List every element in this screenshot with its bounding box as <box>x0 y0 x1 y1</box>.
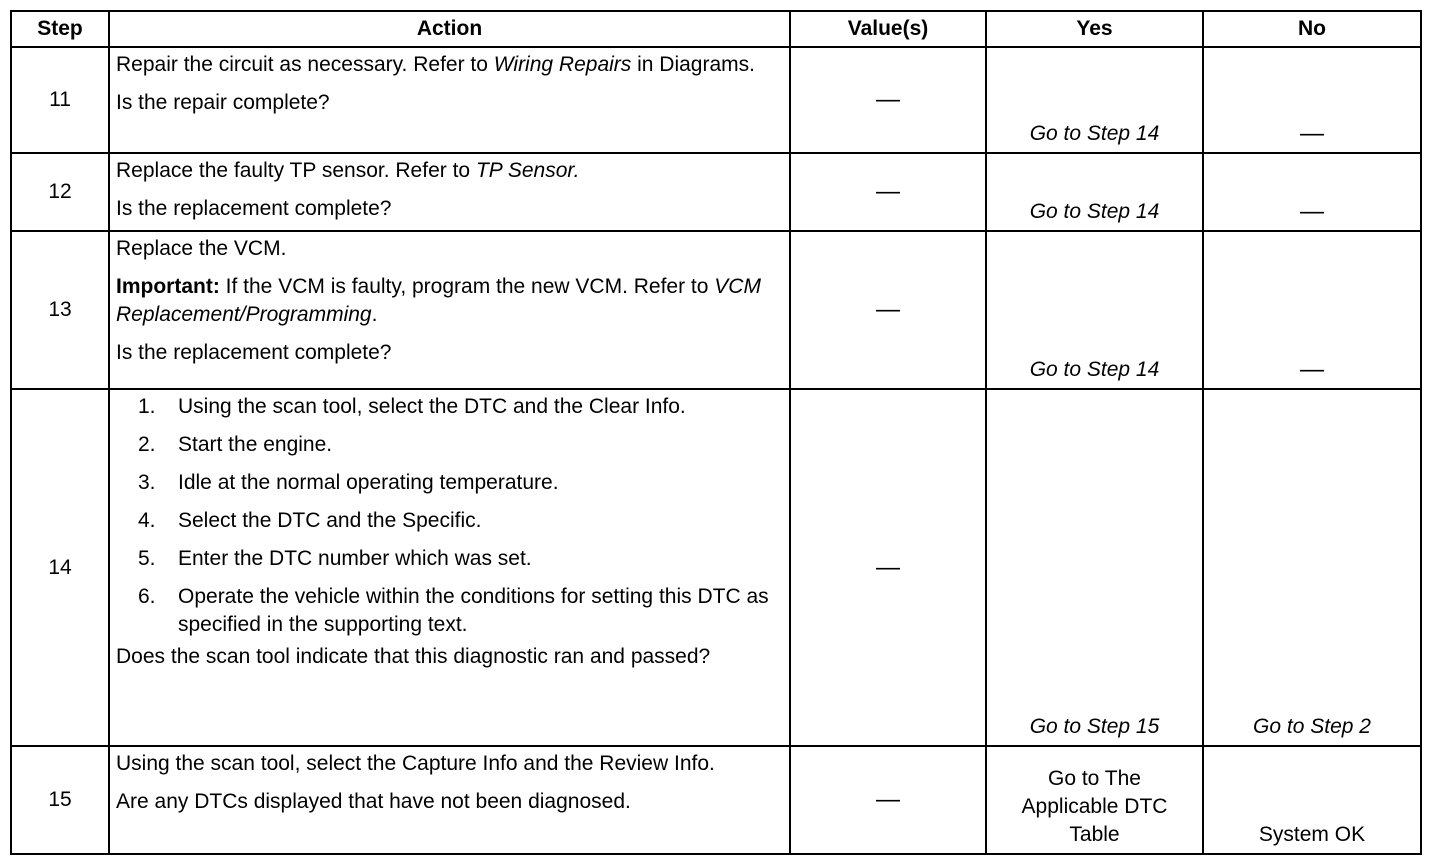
step-number: 13 <box>11 231 109 389</box>
action-question: Are any DTCs displayed that have not been diagnosed. <box>116 790 631 813</box>
action-cell <box>109 231 790 389</box>
yes-cell: Go to Step 14 <box>986 231 1203 389</box>
action-question: Does the scan tool indicate that this diagnostic ran and passed? <box>116 645 711 668</box>
yes-cell: Go to Step 14 <box>986 47 1203 153</box>
action-text: Repair the circuit as necessary. Refer to Wiring Repairs in Diagrams. <box>116 53 755 76</box>
yes-cell: Go to Step 15 <box>986 389 1203 746</box>
header-action: Action <box>109 11 790 47</box>
list-item: 3. Idle at the normal operating temperature. <box>138 471 559 494</box>
table-row <box>11 231 1421 389</box>
list-item: 5. Enter the DTC number which was set. <box>138 547 532 570</box>
value-cell: — <box>790 47 986 153</box>
procedure-list <box>116 393 783 639</box>
no-cell: System OK <box>1203 746 1421 854</box>
action-question: Is the replacement complete? <box>116 197 392 220</box>
action-question: Is the repair complete? <box>116 91 330 114</box>
yes-cell: Go to The Applicable DTC Table <box>986 746 1203 854</box>
action-cell <box>109 746 790 854</box>
table-row <box>11 746 1421 854</box>
step-number: 15 <box>11 746 109 854</box>
value-cell: — <box>790 746 986 854</box>
action-text: Replace the VCM. <box>116 237 287 260</box>
action-text: Using the scan tool, select the Capture Info and the Review Info. <box>116 752 715 775</box>
no-cell: Go to Step 2 <box>1203 389 1421 746</box>
action-question: Is the replacement complete? <box>116 341 392 364</box>
header-yes: Yes <box>986 11 1203 47</box>
list-item: 2. Start the engine. <box>138 433 333 456</box>
list-item: 4. Select the DTC and the Specific. <box>138 509 482 532</box>
table-row <box>11 47 1421 153</box>
no-cell: — <box>1203 153 1421 231</box>
no-cell: — <box>1203 231 1421 389</box>
step-number: 12 <box>11 153 109 231</box>
yes-cell: Go to Step 14 <box>986 153 1203 231</box>
action-cell <box>109 47 790 153</box>
list-item: 1. Using the scan tool, select the DTC and the Clear Info. <box>138 395 686 418</box>
header-row <box>11 11 1421 47</box>
step-number: 14 <box>11 389 109 746</box>
important-note: Important: If the VCM is faulty, program the new VCM. Refer to VCM Replacement/Programming. <box>116 275 761 326</box>
diagnostic-table <box>10 10 1422 855</box>
value-cell: — <box>790 231 986 389</box>
action-cell <box>109 153 790 231</box>
action-text: Replace the faulty TP sensor. Refer to TP Sensor. <box>116 159 580 182</box>
action-cell <box>109 389 790 746</box>
step-number: 11 <box>11 47 109 153</box>
header-values: Value(s) <box>790 11 986 47</box>
table-row <box>11 153 1421 231</box>
value-cell: — <box>790 153 986 231</box>
header-no: No <box>1203 11 1421 47</box>
no-cell: — <box>1203 47 1421 153</box>
value-cell: — <box>790 389 986 746</box>
table-row <box>11 389 1421 746</box>
list-item: 6. Operate the vehicle within the conditions for setting this DTC as specified in the supporting text. <box>138 585 769 636</box>
header-step: Step <box>11 11 109 47</box>
